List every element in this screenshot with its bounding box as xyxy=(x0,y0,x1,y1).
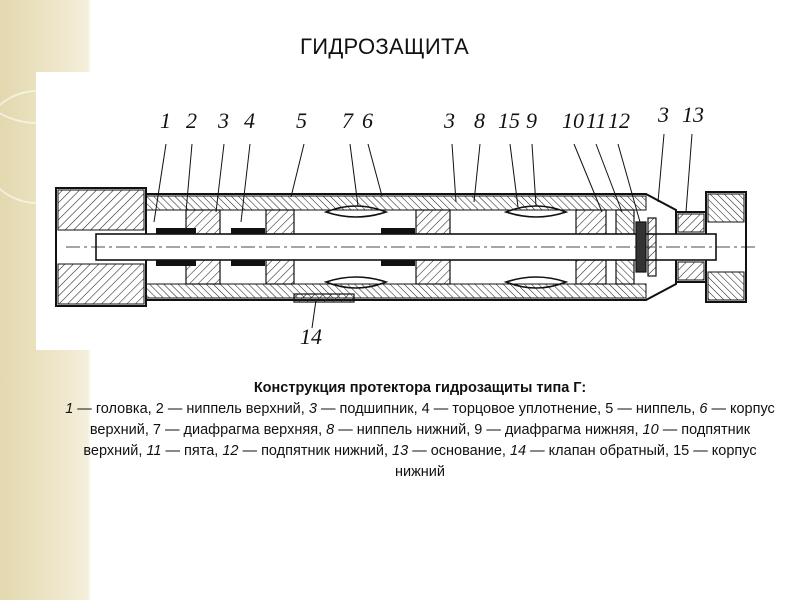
caption-item: 13 — основание xyxy=(392,443,502,459)
callout-12: 12 xyxy=(608,108,630,133)
callout-3c: 3 xyxy=(658,102,669,127)
caption-item: 11 — пята xyxy=(146,443,215,459)
caption-item-text: подшипник xyxy=(339,401,414,417)
caption-item-number: 7 xyxy=(152,422,161,438)
callout-5: 5 xyxy=(296,108,307,133)
caption-heading: Конструкция протектора гидрозащиты типа Г: xyxy=(253,380,587,396)
callout-15: 15 xyxy=(498,108,520,133)
caption-item-text: подпятник верхний xyxy=(83,422,751,459)
caption-item-text: подпятник нижний xyxy=(261,443,384,459)
caption-item-text: основание xyxy=(430,443,502,459)
caption-item-text: пята xyxy=(184,443,215,459)
caption-item-text: ниппель xyxy=(635,401,692,417)
callout-1: 1 xyxy=(160,108,171,133)
callout-14: 14 xyxy=(300,324,322,349)
caption-item-number: 9 xyxy=(474,422,483,438)
caption-item-number: 12 xyxy=(222,443,239,459)
caption-item-text: диафрагма нижняя xyxy=(504,422,635,438)
thrust-bearing xyxy=(636,218,656,276)
caption-item-text: диафрагма верхняя xyxy=(183,422,319,438)
callout-6: 6 xyxy=(362,108,373,133)
callout-4: 4 xyxy=(244,108,255,133)
callout-2: 2 xyxy=(186,108,197,133)
figure-caption xyxy=(64,378,776,483)
caption-legend: 1 — головка, 2 — ниппель верхний, 3 — подшипник, 4 — торцовое уплотнение, 5 — ниппель, 6 — корпус верхний, 7 — диафрагма верхняя, 8 — ниппель нижний, 9 — диафрагма нижняя, 10 — подпятник верхний, 11 — пята, 12 — подпятник нижний, 13 — основание, 14 — клапан обратный, 15 — корпус нижний xyxy=(65,401,775,480)
caption-item-number: 1 xyxy=(65,401,74,417)
callout-3: 3 xyxy=(218,108,229,133)
caption-item-number: 5 xyxy=(605,401,614,417)
caption-item: 5 — ниппель xyxy=(605,401,692,417)
slide-title: ГИДРОЗАЩИТА xyxy=(300,34,470,59)
caption-item: 3 — подшипник xyxy=(308,401,414,417)
caption-item: 7 — диафрагма верхняя xyxy=(152,422,319,438)
caption-item-number: 14 xyxy=(509,443,527,459)
caption-item-text: корпус верхний xyxy=(89,401,775,438)
caption-item-text: клапан обратный xyxy=(548,443,666,459)
caption-item: 10 — подпятник верхний xyxy=(83,422,751,459)
callout-13: 13 xyxy=(682,102,704,127)
callout-10: 10 xyxy=(562,108,584,133)
callout-8: 8 xyxy=(474,108,485,133)
check-valve xyxy=(294,294,354,302)
caption-item-text: ниппель верхний xyxy=(186,401,301,417)
caption-item: 15 — корпус нижний xyxy=(394,443,757,480)
caption-item-text: корпус нижний xyxy=(394,443,757,480)
caption-item: 12 — подпятник нижний xyxy=(222,443,384,459)
caption-item-text: ниппель нижний xyxy=(356,422,467,438)
protector-drawing xyxy=(36,72,764,350)
caption-item: 9 — диафрагма нижняя xyxy=(474,422,635,438)
caption-item-number: 6 xyxy=(699,401,708,417)
protector-cross-section-figure xyxy=(36,72,764,350)
caption-item-number: 2 xyxy=(155,401,164,417)
callout-3b: 3 xyxy=(444,108,455,133)
caption-item: 6 — корпус верхний xyxy=(89,401,775,438)
caption-item-number: 3 xyxy=(308,401,317,417)
caption-item-number: 11 xyxy=(146,443,162,459)
callout-11: 11 xyxy=(586,108,607,133)
caption-item-text: торцовое уплотнение xyxy=(452,401,598,417)
caption-item: 1 — головка xyxy=(65,401,148,417)
caption-item-number: 8 xyxy=(326,422,335,438)
callout-9: 9 xyxy=(526,108,537,133)
caption-item-text: головка xyxy=(95,401,148,417)
caption-item: 2 — ниппель верхний xyxy=(155,401,301,417)
caption-item: 14 — клапан обратный xyxy=(509,443,666,459)
caption-item-number: 13 xyxy=(392,443,409,459)
caption-item: 8 — ниппель нижний xyxy=(326,422,467,438)
callout-7: 7 xyxy=(342,108,353,133)
caption-item-number: 10 xyxy=(642,422,659,438)
caption-item-number: 4 xyxy=(421,401,430,417)
caption-item: 4 — торцовое уплотнение xyxy=(421,401,598,417)
caption-item-number: 15 xyxy=(673,443,690,459)
